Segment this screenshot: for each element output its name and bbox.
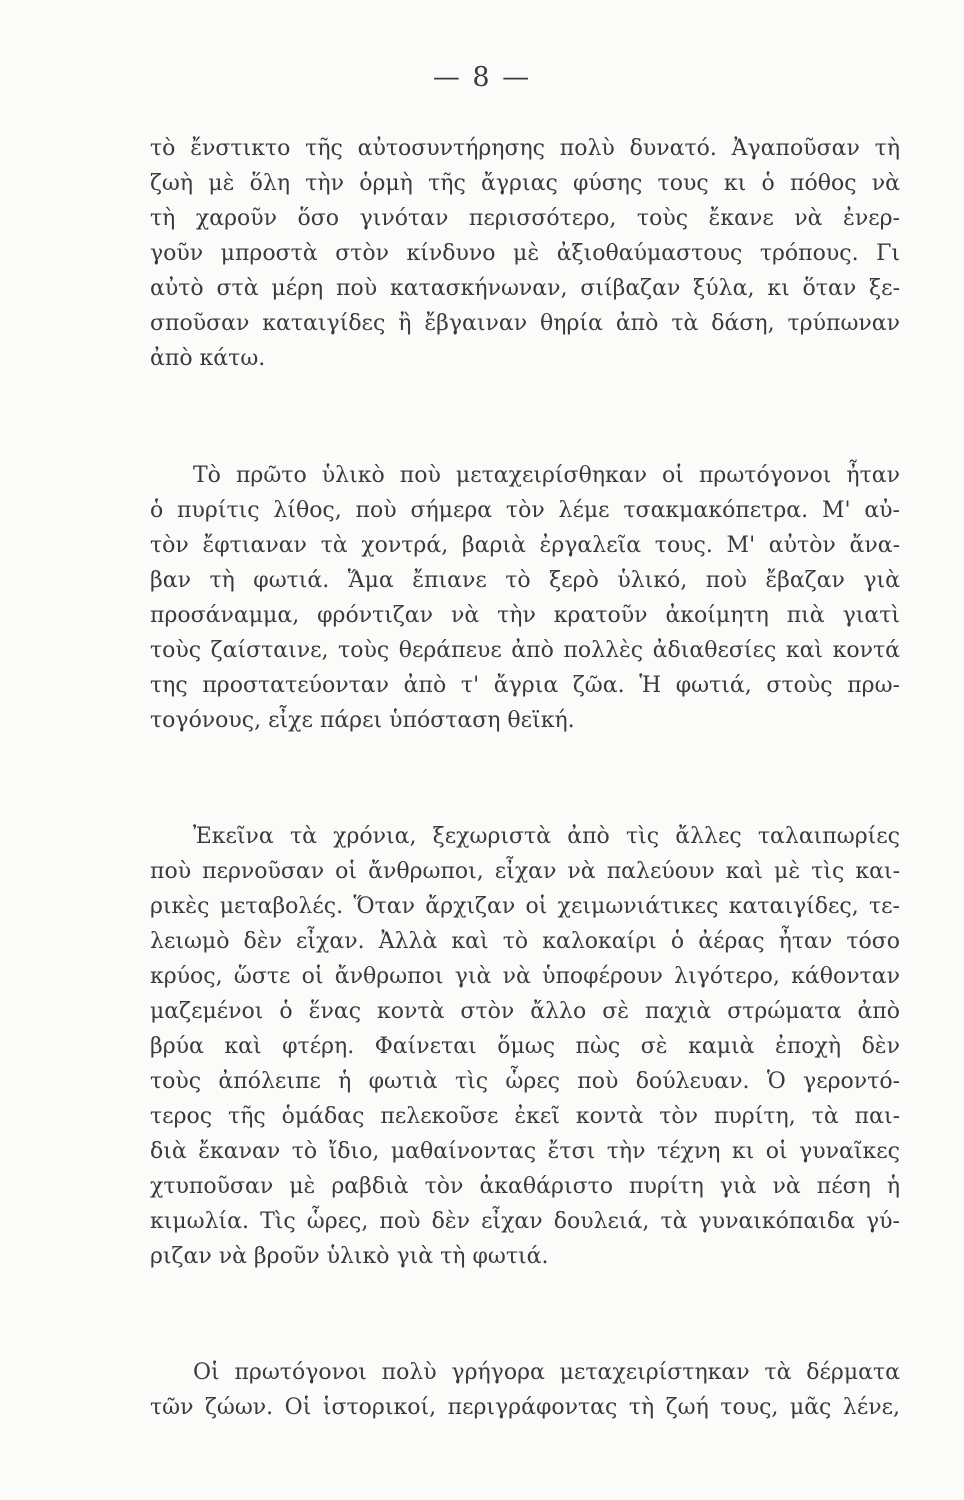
text-line: τογόνους, εἶχε πάρει ὑπόσταση θεϊκή. <box>150 708 575 733</box>
text-line: τὴ χαροῦν ὅσο γινόταν περισσότερο, τοὺς ἔκανε νὰ ἐνερ- <box>150 206 900 231</box>
text-line: διὰ ἔκαναν τὸ ἴδιο, μαθαίνοντας ἔτσι τὴν τέχνη κι οἱ γυναῖκες <box>150 1139 900 1164</box>
text-line: τῶν ζώων. Οἱ ἱστορικοί, περιγράφοντας τὴ ζωή τους, μᾶς λένε, <box>150 1395 900 1420</box>
text-line: ὁ πυρίτις λίθος, ποὺ σήμερα τὸν λέμε τσακμακόπετρα. Μ' αὐ- <box>150 498 900 523</box>
text-line: βρύα καὶ φτέρη. Φαίνεται ὅμως πὼς σὲ καμιὰ ἐποχὴ δὲν <box>150 1034 900 1059</box>
text-line: κιμωλία. Τὶς ὧρες, ποὺ δὲν εἶχαν δουλειά, τὰ γυναικόπαιδα γύ- <box>150 1209 900 1234</box>
text-line: ριζαν νὰ βροῦν ὑλικὸ γιὰ τὴ φωτιά. <box>150 1244 549 1269</box>
text-line: κρύος, ὥστε οἱ ἄνθρωποι γιὰ νὰ ὑποφέρουν λιγότερο, κάθονταν <box>150 964 900 989</box>
text-line: λειωμὸ δὲν εἶχαν. Ἀλλὰ καὶ τὸ καλοκαίρι ὁ ἀέρας ἦταν τόσο <box>150 929 900 954</box>
text-line: ζωὴ μὲ ὅλη τὴν ὁρμὴ τῆς ἄγριας φύσης τους κι ὁ πόθος νὰ <box>150 171 900 196</box>
text-line: βαν τὴ φωτιά. Ἅμα ἔπιανε τὸ ξερὸ ὑλικό, ποὺ ἔβαζαν γιὰ <box>150 568 900 593</box>
text-line: τὸ ἔνστικτο τῆς αὐτοσυντήρησης πολὺ δυνατό. Ἀγαποῦσαν τὴ <box>150 136 900 161</box>
text-line: της προστατεύονταν ἀπὸ τ' ἄγρια ζῶα. Ἡ φωτιά, στοὺς πρω- <box>150 673 900 698</box>
text-line: ποὺ περνοῦσαν οἱ ἄνθρωποι, εἶχαν νὰ παλεύουν καὶ μὲ τὶς και- <box>150 859 900 884</box>
page-number: — 8 — <box>432 62 532 93</box>
text-line: τερος τῆς ὁμάδας πελεκοῦσε ἐκεῖ κοντὰ τὸν πυρίτη, τὰ παι- <box>150 1104 900 1129</box>
text-line: Ἐκεῖνα τὰ χρόνια, ξεχωριστὰ ἀπὸ τὶς ἄλλες ταλαιπωρίες <box>193 824 900 849</box>
text-line: ἀπὸ κάτω. <box>150 346 266 371</box>
text-line: Τὸ πρῶτο ὑλικὸ ποὺ μεταχειρίσθηκαν οἱ πρωτόγονοι ἦταν <box>193 463 900 488</box>
text-line: μαζεμένοι ὁ ἕνας κοντὰ στὸν ἄλλο σὲ παχιὰ στρώματα ἀπὸ <box>150 999 900 1024</box>
text-line: προσάναμμα, φρόντιζαν νὰ τὴν κρατοῦν ἀκοίμητη πιὰ γιατὶ <box>150 603 900 628</box>
text-line: τοὺς ἀπόλειπε ἡ φωτιὰ τὶς ὧρες ποὺ δούλευαν. Ὁ γεροντό- <box>150 1069 900 1094</box>
text-line: ρικὲς μεταβολές. Ὅταν ἄρχιζαν οἱ χειμωνιάτικες καταιγίδες, τε- <box>150 894 900 919</box>
text-line: αὐτὸ στὰ μέρη ποὺ κατασκήνωναν, σιίβαζαν ξύλα, κι ὅταν ξε- <box>150 276 900 301</box>
text-line: τὸν ἔφτιαναν τὰ χοντρά, βαριὰ ἐργαλεῖα τους. Μ' αὐτὸν ἄνα- <box>150 533 900 558</box>
text-line: γοῦν μπροστὰ στὸν κίνδυνο μὲ ἀξιοθαύμαστους τρόπους. Γι <box>150 241 900 266</box>
text-line: τοὺς ζαίσταινε, τοὺς θεράπευε ἀπὸ πολλὲς ἀδιαθεσίες καὶ κοντά <box>150 638 900 663</box>
text-line: Οἱ πρωτόγονοι πολὺ γρήγορα μεταχειρίστηκαν τὰ δέρματα <box>193 1360 900 1385</box>
text-line: σποῦσαν καταιγίδες ἢ ἔβγαιναν θηρία ἀπὸ τὰ δάση, τρύπωναν <box>150 311 900 336</box>
text-line: χτυποῦσαν μὲ ραβδιὰ τὸν ἀκαθάριστο πυρίτη γιὰ νὰ πέση ἡ <box>150 1174 900 1199</box>
